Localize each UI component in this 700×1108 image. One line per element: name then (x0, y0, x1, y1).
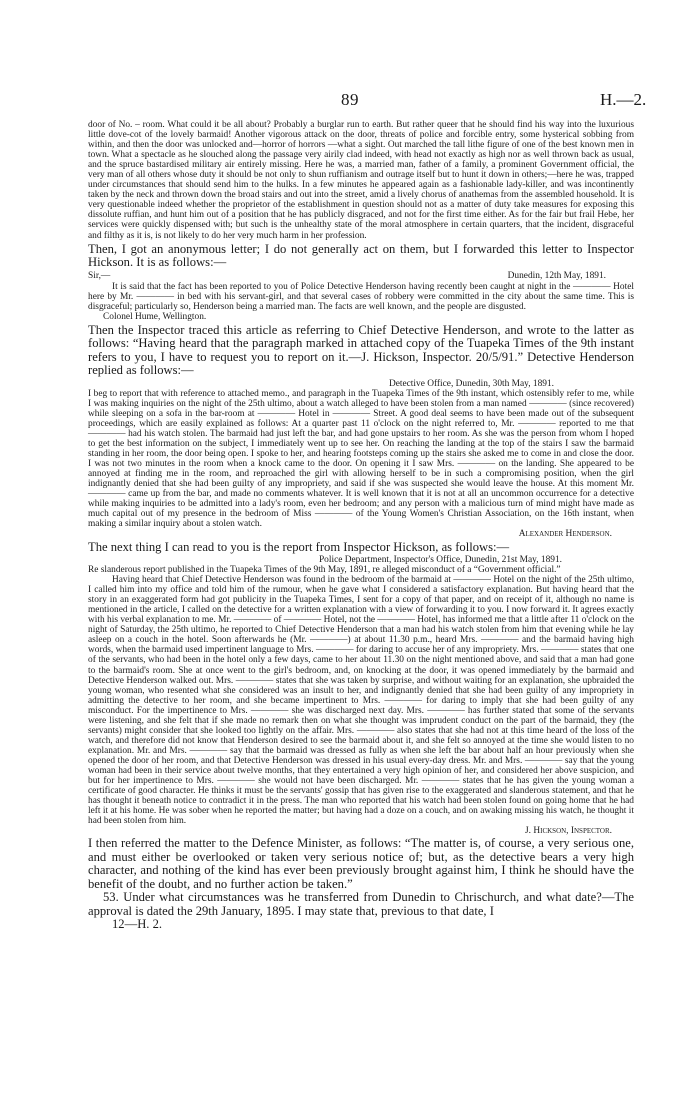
letter-body: It is said that the fact has been reported to you of Police Detective Henderson having recently been caught at night in the ———— Hotel here by Mr. ———— in bed with his servant-girl, and that several cases of robbery were committed in the city about the same time. This is disgraceful; particularly so, Henderson being a married man. The facts are well known, and the people are disgusted. (88, 281, 634, 312)
report-signature: J. Hickson, Inspector. (525, 826, 612, 837)
document-reference: H.—2. (600, 90, 647, 109)
letter-date: Dunedin, 12th May, 1891. (507, 270, 606, 281)
testimony-paragraph: Then, I got an anonymous letter; I do not generally act on them, but I forwarded this letter to Inspector Hickson. It is as follows:— (88, 241, 634, 270)
text-column (88, 120, 634, 932)
question-paragraph: 53. Under what circumstances was he transferred from Dunedin to Chrischurch, and what date?—The approval is dated the 29th January, 1895. I may state that, previous to that date, I (88, 890, 634, 918)
report-heading: Police Department, Inspector's Office, Dunedin, 21st May, 1891. (318, 555, 562, 565)
henderson-report (88, 379, 634, 540)
anonymous-letter (88, 271, 634, 322)
report-subject: Re slanderous report published in the Tuapeka Times of the 9th May, 1891, re alleged misconduct of a “Government official.” (88, 565, 561, 576)
report-body: Having heard that Chief Detective Henderson was found in the bedroom of the barmaid at ———— Hotel on the night of the 25th ultimo, I called him into my office and told him of the rumour, when he gave what I considered a satisfactory explanation. But having heard that the story in an exaggerated form had got publicity in the Tuapeka Times, I sent for a copy of that paper, and on receipt of it, although no name is mentioned in the article, I called on the detective for a written explanation with a view of forwarding it to you. I now forward it. It agrees exactly with his verbal explanation to me. Mr. ———— of ———— Hotel, not the ———— Hotel, has informed me that a little after 11 o'clock on the night of Saturday, the 25th ultimo, he reported to Chief Detective Henderson that a man had his watch stolen from him that evening while he lay asleep on a couch in the hotel. Soon afterwards he (Mr. ————) at about 11.30 p.m., heard Mrs. ———— and the barmaid having high words, when the barmaid used impertinent language to Mrs. ———— for daring to accuse her of any impropriety. Mrs. ———— states that one of the servants, who had been in the hotel only a few days, came to her about 11.30 on the night mentioned above, and said that a man had gone to the barmaid's room. She at once went to the girl's bedroom, and, on knocking at the door, it was opened immediately by the barmaid and Detective Henderson walked out. Mrs. ———— states that she was taken by surprise, and without waiting for an explanation, she upbraided the young woman, who resented what she considered was an insult to her, and indignantly denied that she had been guilty of any impropriety in admitting the detective to her room, and she became impertinent to Mrs. ———— for daring to imply that she had been guilty of any misconduct. For the impertinence to Mrs. ———— she was discharged next day. Mrs. ———— has further stated that some of the servants were listening, and she felt that if she made no remark then on what she thought was imprudent conduct on the part of the barmaid, they (the servants) might consider that she looked too lightly on the affair. Mrs. ———— also states that she had not at this time heard of the loss of the watch, and therefore did not know that Henderson desired to see the barmaid about it, and she felt so annoyed at the time she would listen to no explanation. Mr. and Mrs. ———— say that the barmaid was dressed as fully as when she left the bar about half an hour previously when she opened the door of her room, and that Detective Henderson was dressed in his usual every-day dress. Mr. and Mrs. ———— say that the young woman had been in their service about twelve months, that they entertained a very high opinion of her, and considered her above suspicion, and but for her impertinence to Mrs. ———— she would not have been discharged. Mr. ———— states that he has given the young woman a certificate of good character. He thinks it must be the servants' gossip that has given rise to the exaggerated and slanderous statement, and that he has thought it beneath notice to contradict it in the press. The man who reported that his watch had been stolen found on going home that he had left it at his home. He was sober when he reported the matter; but having had a doze on a couch, and on awaking missing his watch, he thought it had been stolen from him. (88, 575, 634, 827)
newspaper-extract: door of No. – room. What could it be all about? Probably a burglar run to earth. But rather queer that he should find his way into the luxurious little dove-cot of the lovely barmaid! Another vigorous attack on the door, threats of police and forcible entry, some hysterical sobbing from within, and then the door was unlocked and—horror of horrors —what a sight. Out marched the tall lithe figure of one of the best known men in town. What a spectacle as he slouched along the passage very airily clad indeed, with head not exactly as high nor as well thrown back as usual, and the spruce bastardised military air entirely missing. Here he was, a married man, father of a family, a prominent Government official, the very man of all others whose duty it should be not only to shun ruffianism and outrage itself but to hunt it down in others;—here he was, trapped under circumstances that should send him to the hulks. In a few minutes he appeared again as a fashionable lady-killer, and was incontinently taken by the neck and thrown down the broad stairs and out into the street, amid a lively chorus of anathemas from the assembled household. It is very questionable indeed whether the proprietor of the establishment in question should not as a matter of duty take measures for exposing this dissolute ruffian, and hunt him out of a position that he has publicly disgraced, and not for the first time either. As for the fair but frail Hebe, her services were quickly dispensed with; but such is the unhealthy state of the moral atmosphere in certain quarters, that the incident, disgraceful and filthy as it is, is not likely to do her very much harm in her profession. (88, 120, 634, 241)
letter-salutation: Sir,— (88, 270, 111, 281)
page-number: 89 (341, 90, 359, 109)
testimony-paragraph: Then the Inspector traced this article as referring to Chief Detective Henderson, and wrote to the latter as follows: “Having heard that the paragraph marked in attached copy of the Tuapeka Times of the 9th instant refers to you, I have to request you to report on it.—J. Hickson, Inspector. 20/5/91.” Detective Henderson replied as follows:— (88, 322, 634, 378)
report-signature: Alexander Henderson. (518, 529, 612, 540)
testimony-paragraph: The next thing I can read to you is the report from Inspector Hickson, as follows:— (88, 539, 510, 554)
report-body: I beg to report that with reference to attached memo., and paragraph in the Tuapeka Times of the 9th instant, which ostensibly refer to me, while I was making inquiries on the night of the 25th ultimo, about a watch alleged to have been stolen from a man named ———— (since recovered) while sleeping on a sofa in the bar-room at ———— Hotel in ———— Street. A good deal seems to have been made out of the subsequent proceedings, which are easily explained as follows: At a quarter past 11 o'clock on the night referred to, Mr. ———— reported to me that ———— had his watch stolen. The barmaid had just left the bar, and had gone upstairs to her room. As she was the person from whom I hoped to get the best information on the subject, I immediately went up to see her. On reaching the landing at the top of the stairs I saw the barmaid standing in her room, the door being open. I spoke to her, and hearing footsteps coming up the stairs she asked me to come in and close the door. I was not two minutes in the room when a knock came to the door. On opening it I saw Mrs. ———— on the landing. She appeared to be annoyed at finding me in the room, and reproached the girl with allowing herself to be in such a compromising position, when the girl indignantly denied that she had been guilty of any impropriety, and said if she was suspected she would leave the house. At this moment Mr. ———— came up from the bar, and made no comments whatever. It is well known that it is not at all an uncommon occurrence for a detective while making inquiries to be admitted into a lady's room, even her bedroom; and any person with a malicious turn of mind might have made as much capital out of my presence in the bedroom of Miss ———— of the Young Women's Christian Association, on the 16th instant, when making a similar inquiry about a stolen watch. (88, 388, 634, 530)
hickson-report (88, 555, 634, 836)
testimony-paragraph: I then referred the matter to the Defence Minister, as follows: “The matter is, of course, a very serious one, and must either be overlooked or taken very serious notice of; but, as the detective bears a very high character, and nothing of the kind has ever been previously brought against him, I think he should have the benefit of the doubt, and no further action be taken.” (88, 836, 634, 891)
report-heading: Detective Office, Dunedin, 30th May, 1891. (388, 378, 554, 389)
signature-mark: 12—H. 2. (112, 917, 163, 932)
letter-addressee: Colonel Hume, Wellington. (103, 311, 207, 322)
